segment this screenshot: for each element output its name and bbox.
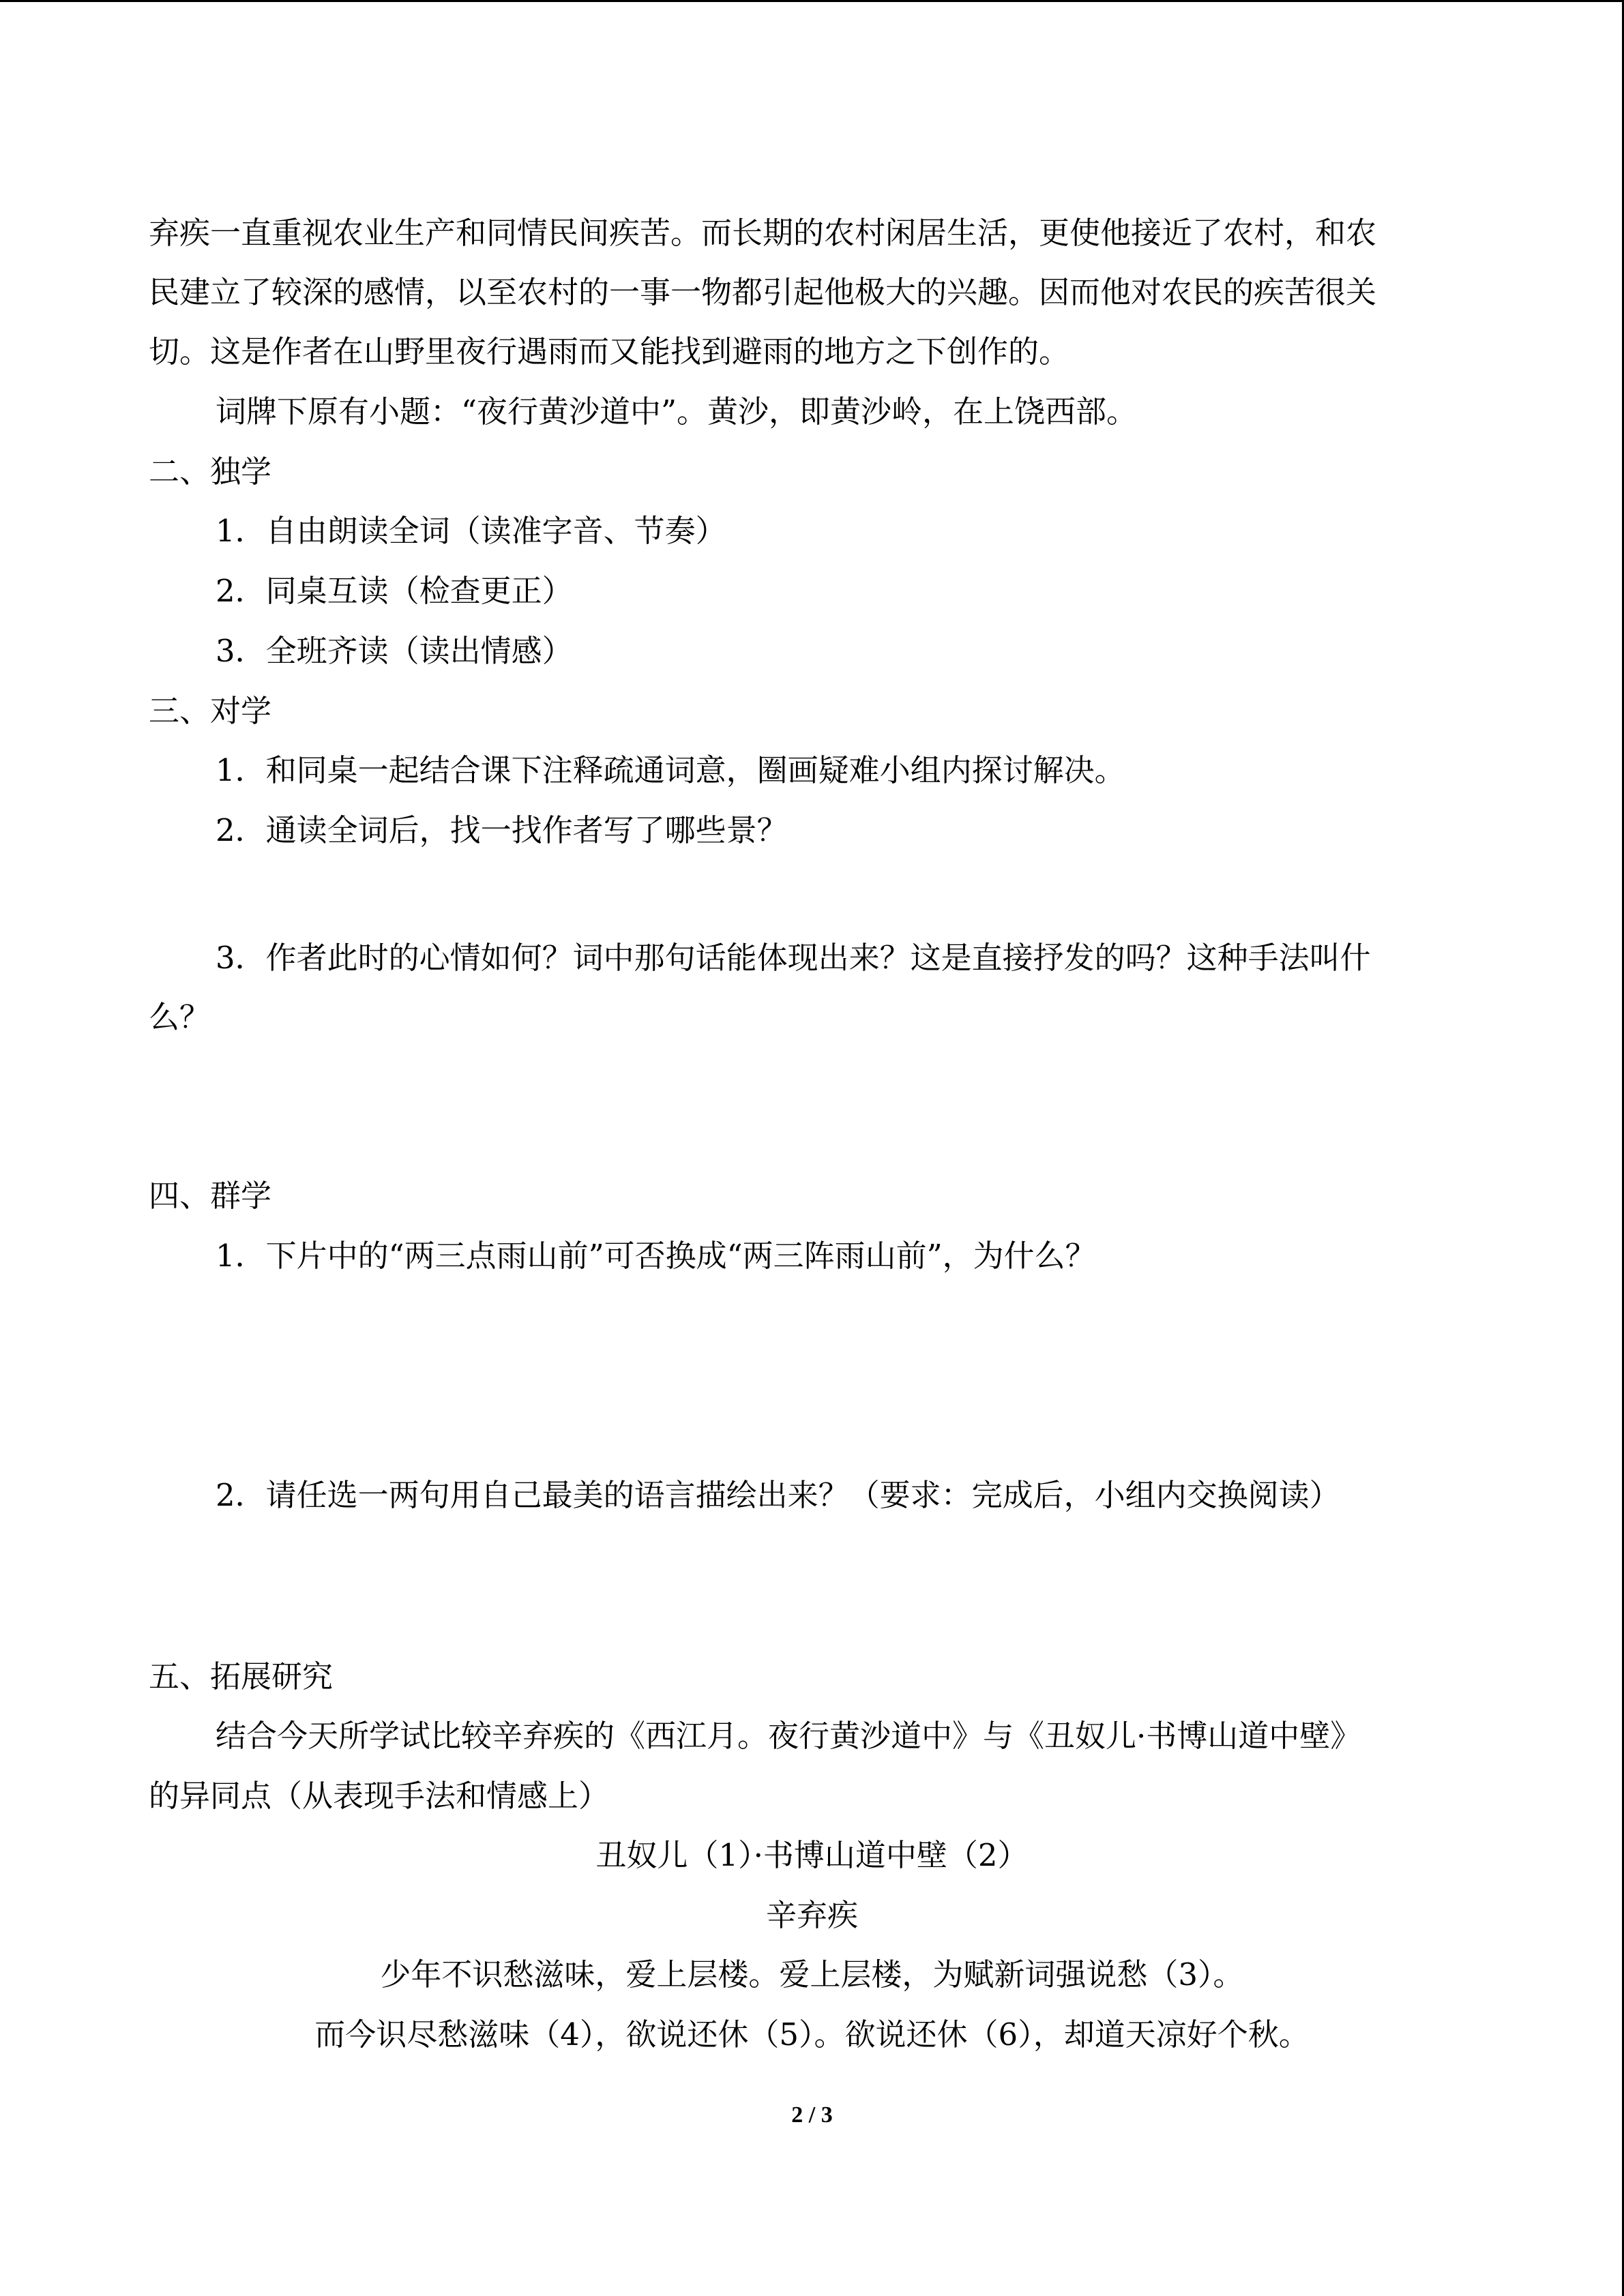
section-two-heading: 二、独学 [149, 453, 272, 490]
poem-line-2: 而今识尽愁滋味（4），欲说还休（5）。欲说还休（6），却道天凉好个秋。 [314, 2016, 1310, 2053]
section-four-heading: 四、群学 [149, 1178, 272, 1214]
page-top-border [0, 0, 1624, 2]
intro-line-2: 民建立了较深的感情，以至农村的一事一物都引起他极大的兴趣。因而他对农民的疾苦很关 [149, 274, 1377, 310]
section-three-item-1: 1．和同桌一起结合课下注释疏通词意，圈画疑难小组内探讨解决。 [216, 752, 1125, 788]
section-three-heading: 三、对学 [149, 693, 272, 729]
section-four-item-1: 1．下片中的“两三点雨山前”可否换成“两三阵雨山前”，为什么？ [216, 1238, 1096, 1274]
section-three-item-3-line-1: 3．作者此时的心情如何？词中那句话能体现出来？这是直接抒发的吗？这种手法叫什 [216, 940, 1371, 976]
section-three-item-2: 2．通读全词后，找一找作者写了哪些景？ [216, 812, 788, 848]
section-five-para-line-1: 结合今天所学试比较辛弃疾的《西江月。夜行黄沙道中》与《丑奴儿·书博山道中壁》 [216, 1718, 1361, 1754]
section-two-item-1: 1．自由朗读全词（读准字音、节奏） [216, 513, 726, 549]
page-number: 2 / 3 [791, 2102, 833, 2128]
section-two-item-3: 3．全班齐读（读出情感） [216, 633, 573, 669]
poem-title: 丑奴儿（1）·书博山道中壁（2） [595, 1837, 1029, 1873]
intro-line-3: 切。这是作者在山野里夜行遇雨而又能找到避雨的地方之下创作的。 [149, 333, 1070, 370]
intro-line-1: 弃疾一直重视农业生产和同情民间疾苦。而长期的农村闲居生活，更使他接近了农村，和农 [149, 215, 1377, 251]
poem-line-1: 少年不识愁滋味，爱上层楼。爱上层楼，为赋新词强说愁（3）。 [380, 1956, 1244, 1993]
intro-line-4: 词牌下原有小题：“夜行黄沙道中”。黄沙，即黄沙岭，在上饶西部。 [216, 393, 1138, 430]
poem-author: 辛弃疾 [765, 1897, 858, 1933]
section-five-para-line-2: 的异同点（从表现手法和情感上） [149, 1778, 610, 1814]
section-three-item-3-line-2: 么？ [149, 999, 211, 1035]
section-five-heading: 五、拓展研究 [149, 1658, 334, 1695]
section-two-item-2: 2．同桌互读（检查更正） [216, 573, 573, 609]
section-four-item-2: 2．请任选一两句用自己最美的语言描绘出来？（要求：完成后，小组内交换阅读） [216, 1477, 1340, 1513]
